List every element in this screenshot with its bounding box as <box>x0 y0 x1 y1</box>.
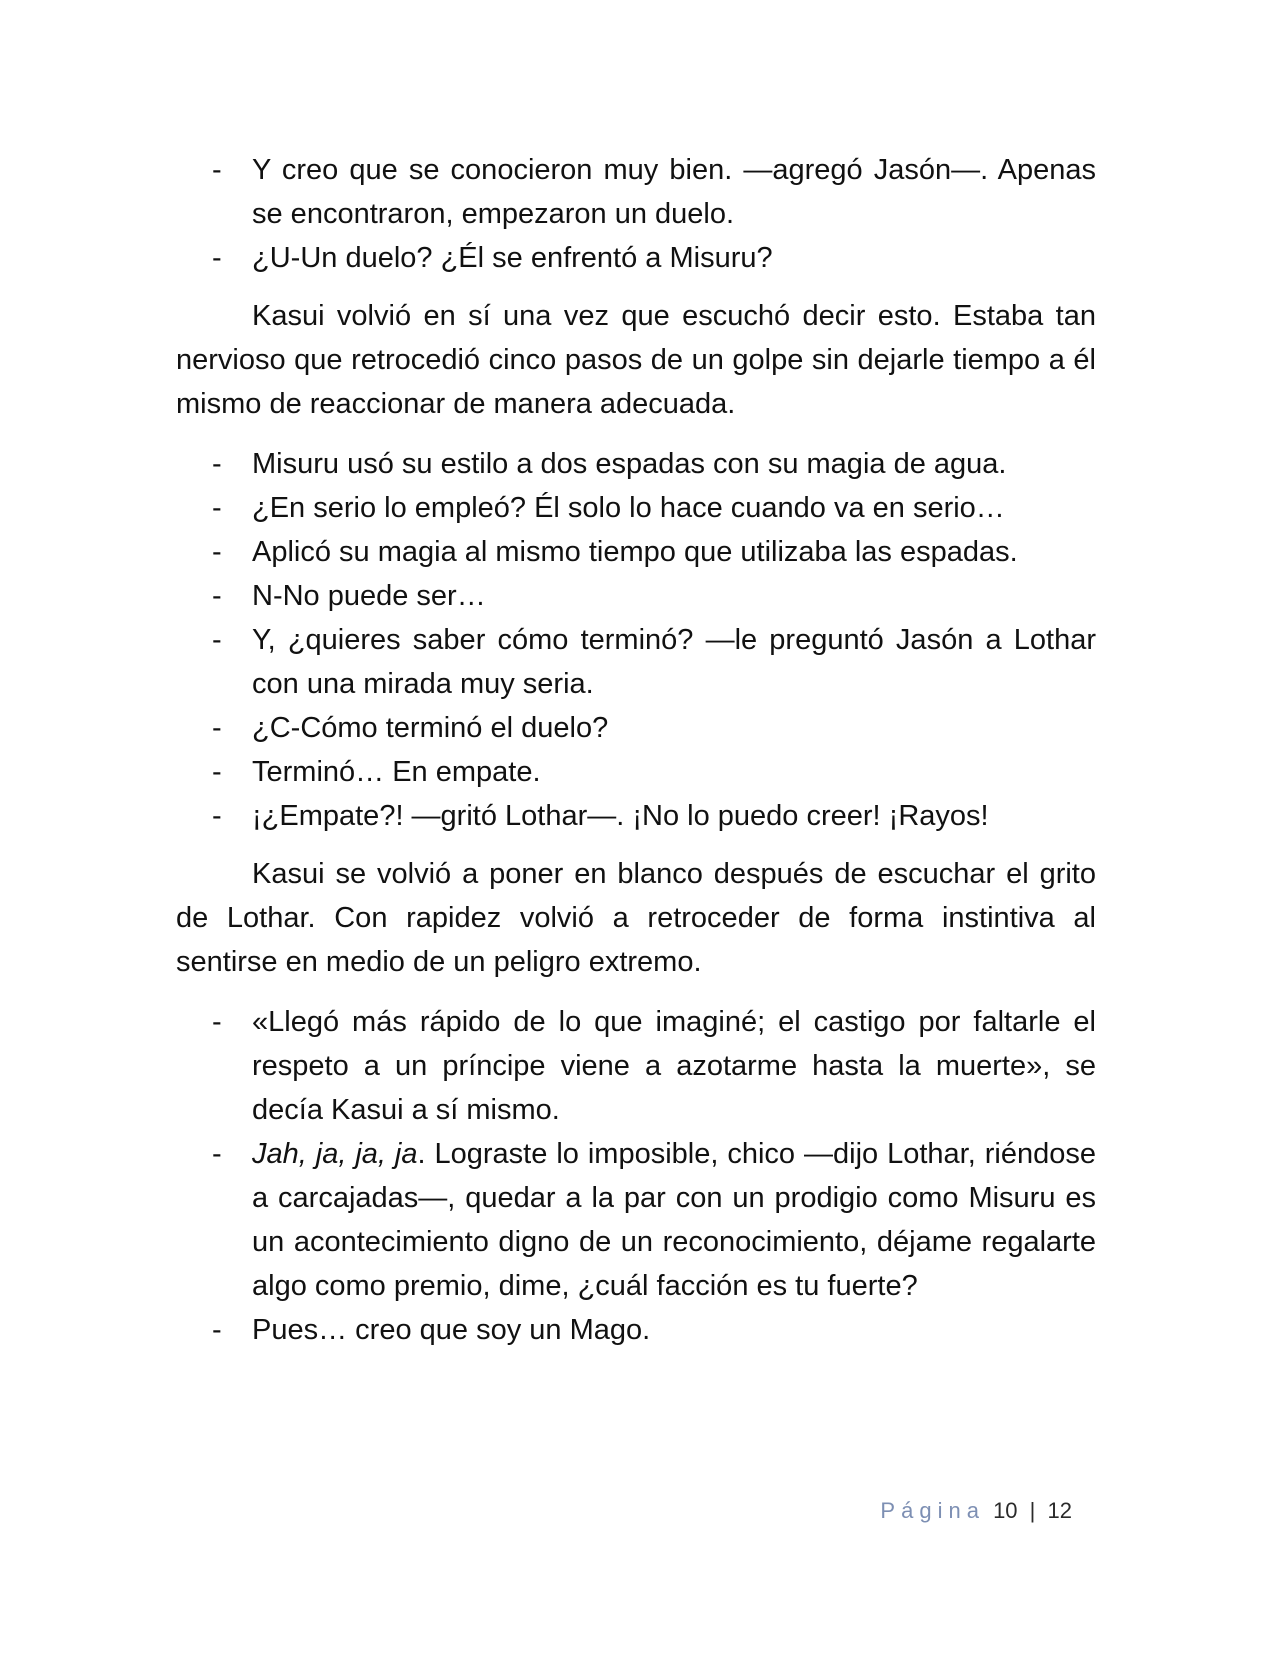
narrative-paragraph-1: Kasui volvió en sí una vez que escuchó decir esto. Estaba tan nervioso que retrocedió cinco pasos de un golpe sin dejarle tiempo a él mismo de reaccionar de manera adecuada. <box>176 300 1096 420</box>
page-separator: | <box>1029 1498 1036 1523</box>
dialog-line <box>176 574 1096 618</box>
page-label: Página <box>880 1498 985 1523</box>
dialog-dash: - <box>212 800 222 832</box>
dialog-block-1 <box>176 148 1096 280</box>
dialog-text: Aplicó su magia al mismo tiempo que utilizaba las espadas. <box>252 536 1018 568</box>
dialog-text: ¿U-Un duelo? ¿Él se enfrentó a Misuru? <box>252 242 773 274</box>
dialog-text: «Llegó más rápido de lo que imaginé; el castigo por faltarle el respeto a un príncipe viene a azotarme hasta la muerte», se decía Kasui a sí mismo. <box>252 1006 1096 1126</box>
dialog-line <box>176 442 1096 486</box>
dialog-dash: - <box>212 580 222 612</box>
dialog-text: ¿En serio lo empleó? Él solo lo hace cuando va en serio… <box>252 492 1005 524</box>
total-pages-number: 12 <box>1047 1498 1072 1523</box>
dialog-line <box>176 750 1096 794</box>
dialog-dash: - <box>212 712 222 744</box>
dialog-text: ¡¿Empate?! —gritó Lothar—. ¡No lo puedo creer! ¡Rayos! <box>252 800 989 832</box>
dialog-text: ¿C-Cómo terminó el duelo? <box>252 712 609 744</box>
dialog-text: . Lograste lo imposible, chico —dijo Lothar, riéndose a carcajadas—, quedar a la par con un prodigio como Misuru es un acontecimiento digno de un reconocimiento, déjame regalarte algo como premio, dime, ¿cuál facción es tu fuerte? <box>252 1138 1096 1302</box>
dialog-line <box>176 486 1096 530</box>
dialog-italic-laughter: Jah, ja, ja, ja <box>252 1138 418 1170</box>
dialog-line <box>176 1000 1096 1132</box>
dialog-dash: - <box>212 448 222 480</box>
dialog-text: Y creo que se conocieron muy bien. —agregó Jasón—. Apenas se encontraron, empezaron un duelo. <box>252 154 1096 230</box>
dialog-text: Terminó… En empate. <box>252 756 541 788</box>
dialog-dash: - <box>212 624 222 656</box>
dialog-block-3 <box>176 1000 1096 1352</box>
page-footer <box>880 1496 1072 1526</box>
dialog-line <box>176 236 1096 280</box>
dialog-line <box>176 794 1096 838</box>
document-page <box>176 148 1096 1352</box>
dialog-line <box>176 706 1096 750</box>
dialog-text: Y, ¿quieres saber cómo terminó? —le preguntó Jasón a Lothar con una mirada muy seria. <box>252 624 1096 700</box>
current-page-number: 10 <box>993 1498 1018 1523</box>
dialog-text: Misuru usó su estilo a dos espadas con su magia de agua. <box>252 448 1007 480</box>
dialog-line <box>176 148 1096 236</box>
dialog-dash: - <box>212 536 222 568</box>
dialog-block-2 <box>176 442 1096 838</box>
dialog-line <box>176 530 1096 574</box>
dialog-dash: - <box>212 1006 222 1038</box>
dialog-line <box>176 618 1096 706</box>
dialog-dash: - <box>212 1314 222 1346</box>
dialog-dash: - <box>212 154 222 186</box>
dialog-dash: - <box>212 492 222 524</box>
dialog-text: Pues… creo que soy un Mago. <box>252 1314 651 1346</box>
dialog-text: N-No puede ser… <box>252 580 486 612</box>
dialog-line <box>176 1308 1096 1352</box>
dialog-line <box>176 1132 1096 1308</box>
dialog-dash: - <box>212 242 222 274</box>
narrative-paragraph-2: Kasui se volvió a poner en blanco después de escuchar el grito de Lothar. Con rapidez volvió a retroceder de forma instintiva al sentirse en medio de un peligro extremo. <box>176 858 1096 978</box>
dialog-dash: - <box>212 1138 222 1170</box>
dialog-dash: - <box>212 756 222 788</box>
